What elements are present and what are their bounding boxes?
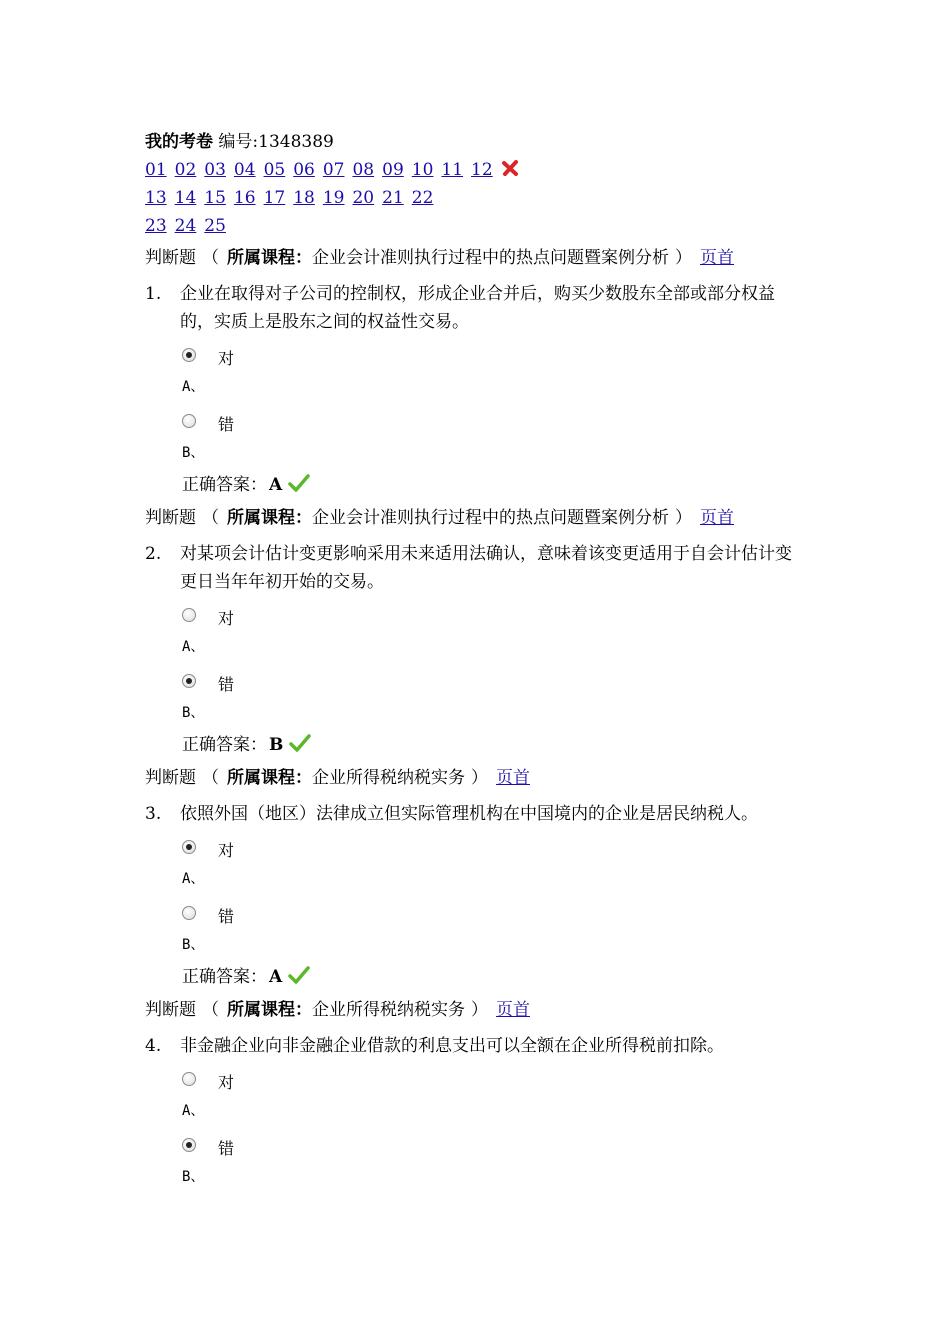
question-link-06[interactable]: 06 (293, 160, 315, 180)
option-b-letter: B、 (182, 705, 205, 721)
paren-close: ） (471, 1000, 488, 1020)
course-label: 所属课程： (227, 768, 312, 788)
correct-check-icon (288, 473, 310, 493)
option-b-label: 错 (218, 906, 235, 926)
question-link-19[interactable]: 19 (322, 188, 345, 208)
course-label: 所属课程： (227, 1000, 312, 1020)
question-link-03[interactable]: 03 (204, 160, 226, 180)
question-type: 判断题 (145, 248, 196, 268)
paren-open: （ (202, 1000, 219, 1020)
question-list (145, 244, 825, 1192)
question-link-02[interactable]: 02 (174, 160, 197, 180)
question-type: 判断题 (145, 1000, 196, 1020)
back-to-top-link[interactable]: 页首 (700, 508, 734, 528)
answer-label: 正确答案： (182, 475, 267, 495)
question-header (145, 764, 825, 792)
option-b-letter: B、 (182, 445, 205, 461)
options (182, 342, 825, 468)
radio-a[interactable] (182, 348, 196, 362)
correct-check-icon (289, 733, 311, 753)
question-type: 判断题 (145, 508, 196, 528)
option-b-label: 错 (218, 1138, 235, 1158)
question-header (145, 996, 825, 1024)
options (182, 834, 825, 960)
option-a-letter: A、 (182, 639, 205, 655)
question-number: 4. (145, 1036, 162, 1056)
question-link-04[interactable]: 04 (233, 160, 256, 180)
back-to-top-link[interactable]: 页首 (496, 768, 530, 788)
option-a-label: 对 (218, 608, 235, 628)
question-link-17[interactable]: 17 (263, 188, 286, 208)
question-link-16[interactable]: 16 (233, 188, 256, 208)
course-name: 企业所得税纳税实务 (312, 1000, 465, 1020)
exam-page (145, 128, 825, 1192)
course-name: 企业会计准则执行过程中的热点问题暨案例分析 (312, 508, 669, 528)
question-text-row (145, 1032, 825, 1060)
option-a[interactable] (182, 602, 825, 632)
course-name: 企业会计准则执行过程中的热点问题暨案例分析 (312, 248, 669, 268)
radio-b[interactable] (182, 1138, 196, 1152)
option-a-label: 对 (218, 840, 235, 860)
question-number: 1. (145, 284, 162, 304)
paren-close: ） (675, 508, 692, 528)
question-header (145, 244, 825, 272)
question-link-24[interactable]: 24 (174, 216, 197, 236)
question-link-12[interactable]: 12 (471, 160, 493, 180)
option-b[interactable] (182, 1132, 825, 1162)
question-number: 3. (145, 804, 162, 824)
question-text: 依照外国（地区）法律成立但实际管理机构在中国境内的企业是居民纳税人。 (180, 804, 758, 824)
answer-value: B (269, 735, 284, 755)
question-text: 企业在取得对子公司的控制权，形成企业合并后，购买少数股东全部或部分权益的，实质上是股东之间的权益性交易。 (180, 284, 775, 332)
option-b[interactable] (182, 900, 825, 930)
radio-b[interactable] (182, 674, 196, 688)
radio-a[interactable] (182, 840, 196, 854)
question-link-21[interactable]: 21 (382, 188, 404, 208)
question-link-07[interactable]: 07 (322, 160, 345, 180)
options (182, 602, 825, 728)
correct-check-icon (288, 965, 310, 985)
option-a[interactable] (182, 834, 825, 864)
course-name: 企业所得税纳税实务 (312, 768, 465, 788)
question-link-18[interactable]: 18 (293, 188, 315, 208)
radio-a[interactable] (182, 608, 196, 622)
option-a-letter: A、 (182, 871, 205, 887)
question-link-22[interactable]: 22 (411, 188, 434, 208)
question-text-row (145, 540, 825, 596)
correct-answer (182, 730, 825, 760)
answer-value: A (269, 475, 283, 495)
question-header (145, 504, 825, 532)
wrong-x-icon (501, 159, 519, 177)
question-link-08[interactable]: 08 (352, 160, 375, 180)
question-text: 非金融企业向非金融企业借款的利息支出可以全额在企业所得税前扣除。 (180, 1036, 724, 1056)
answer-label: 正确答案： (182, 967, 267, 987)
back-to-top-link[interactable]: 页首 (496, 1000, 530, 1020)
exam-header (145, 128, 825, 156)
correct-answer (182, 962, 825, 992)
option-a-label: 对 (218, 348, 235, 368)
course-label: 所属课程： (227, 508, 312, 528)
course-label: 所属课程： (227, 248, 312, 268)
radio-a[interactable] (182, 1072, 196, 1086)
question-block (145, 764, 825, 992)
question-link-15[interactable]: 15 (204, 188, 226, 208)
paren-open: （ (202, 508, 219, 528)
option-b-label: 错 (218, 414, 235, 434)
question-link-23[interactable]: 23 (145, 216, 167, 236)
option-a[interactable] (182, 1066, 825, 1096)
paren-close: ） (675, 248, 692, 268)
option-a-letter: A、 (182, 1103, 205, 1119)
option-a-letter: A、 (182, 379, 205, 395)
correct-answer (182, 470, 825, 500)
question-navigation (145, 156, 805, 240)
question-link-05[interactable]: 05 (263, 160, 286, 180)
question-type: 判断题 (145, 768, 196, 788)
question-link-01[interactable]: 01 (145, 160, 167, 180)
question-block (145, 504, 825, 760)
radio-b[interactable] (182, 906, 196, 920)
option-a[interactable] (182, 342, 825, 372)
question-text: 对某项会计估计变更影响采用未来适用法确认，意味着该变更适用于自会计估计变更日当年年初开始的交易。 (180, 544, 792, 592)
option-b[interactable] (182, 408, 825, 438)
option-b-letter: B、 (182, 937, 205, 953)
question-number: 2. (145, 544, 162, 564)
options (182, 1066, 825, 1192)
exam-title: 我的考卷 (145, 132, 213, 152)
option-a-label: 对 (218, 1072, 235, 1092)
answer-label: 正确答案： (182, 735, 267, 755)
question-block (145, 996, 825, 1192)
question-block (145, 244, 825, 500)
question-text-row (145, 800, 825, 828)
question-link-25[interactable]: 25 (204, 216, 226, 236)
question-link-11[interactable]: 11 (441, 160, 464, 180)
question-link-13[interactable]: 13 (145, 188, 167, 208)
radio-b[interactable] (182, 414, 196, 428)
back-to-top-link[interactable]: 页首 (700, 248, 734, 268)
question-link-20[interactable]: 20 (352, 188, 375, 208)
option-b-letter: B、 (182, 1169, 205, 1185)
option-b[interactable] (182, 668, 825, 698)
exam-number: 编号:1348389 (218, 132, 334, 152)
question-text-row (145, 280, 825, 336)
paren-open: （ (202, 248, 219, 268)
question-link-14[interactable]: 14 (174, 188, 197, 208)
option-b-label: 错 (218, 674, 235, 694)
question-link-10[interactable]: 10 (411, 160, 434, 180)
paren-open: （ (202, 768, 219, 788)
answer-value: A (269, 967, 283, 987)
paren-close: ） (471, 768, 488, 788)
question-link-09[interactable]: 09 (382, 160, 404, 180)
